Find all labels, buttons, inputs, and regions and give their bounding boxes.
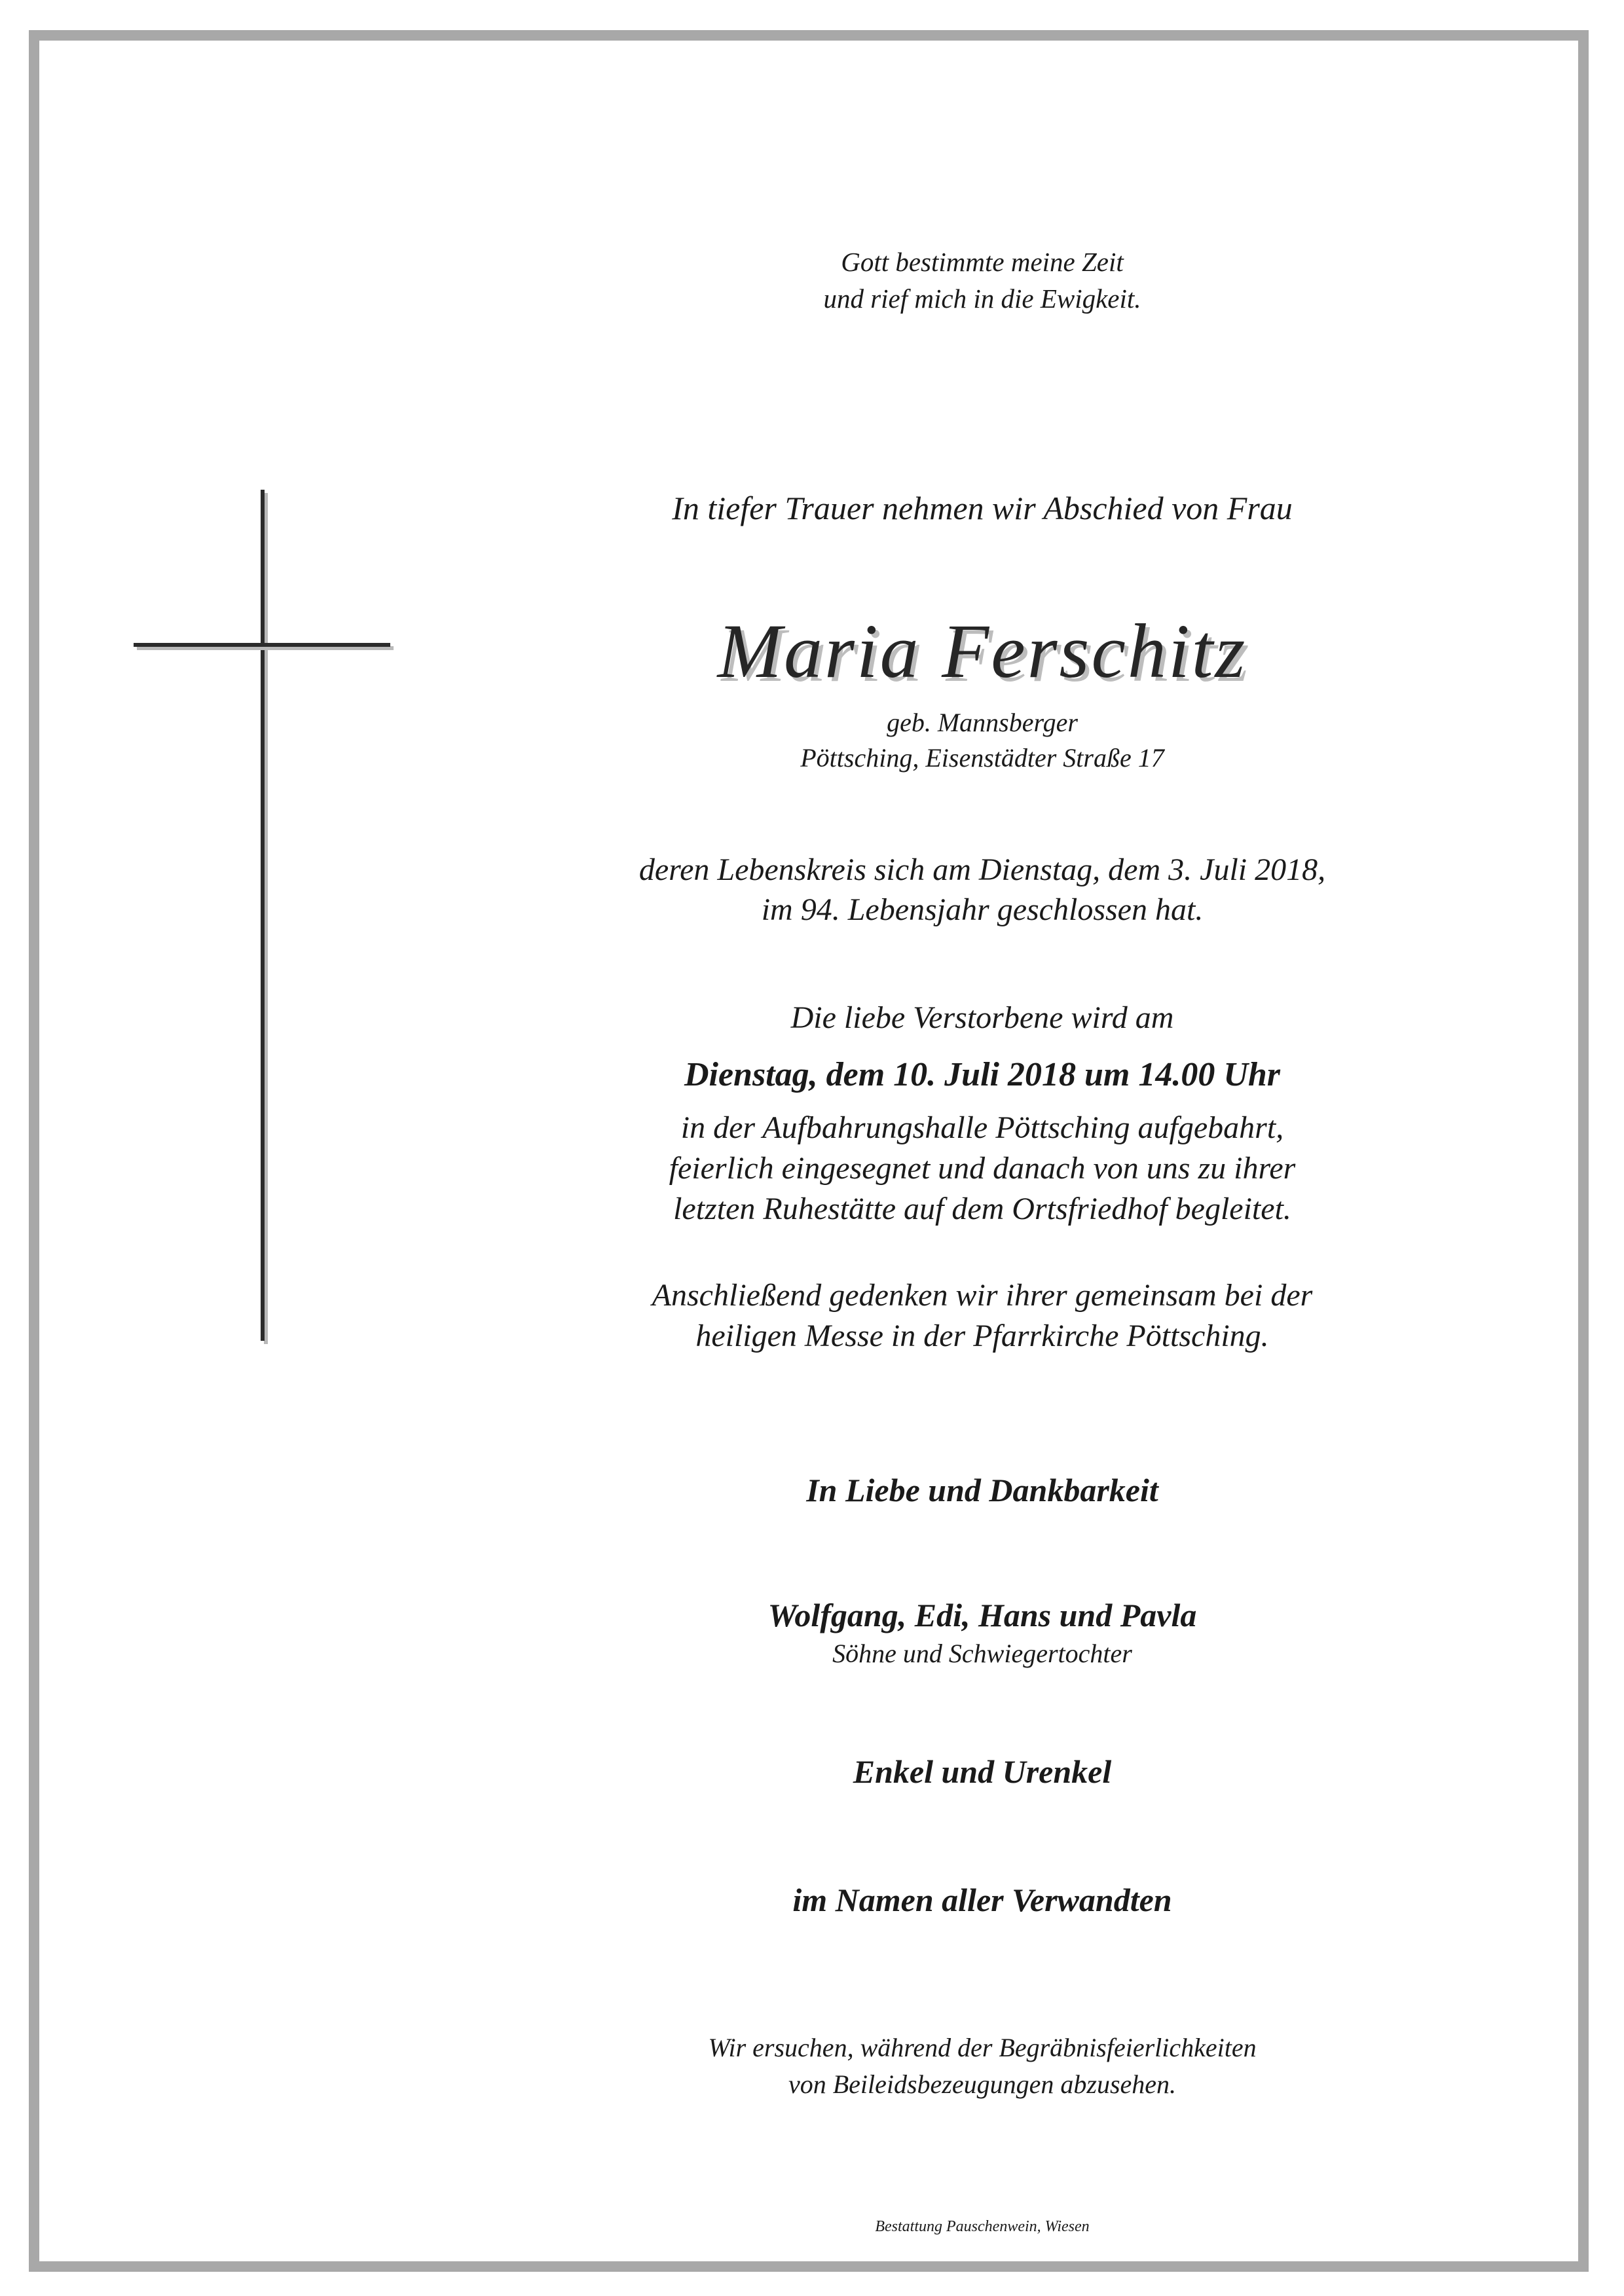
funeral-date: Dienstag, dem 10. Juli 2018 um 14.00 Uhr — [684, 1056, 1281, 1093]
mass-line: heiligen Messe in der Pfarrkirche Pöttsching. — [695, 1319, 1269, 1353]
request-line: von Beileidsbezeugungen abzusehen. — [788, 2069, 1177, 2099]
mass-text — [524, 1275, 1441, 1357]
deceased-name: Maria Ferschitz — [717, 608, 1247, 694]
cross-icon-horizontal-beam — [134, 643, 390, 647]
condolence-request — [524, 2030, 1441, 2103]
mourners-grandchildren: Enkel und Urenkel — [853, 1753, 1112, 1790]
mourners-sons: Wolfgang, Edi, Hans und Pavla — [767, 1597, 1197, 1633]
passing-line: deren Lebenskreis sich am Dienstag, dem 3. Juli 2018, — [638, 852, 1326, 887]
address: Pöttsching, Eisenstädter Straße 17 — [800, 743, 1164, 773]
motto-verse — [524, 244, 1441, 317]
mourners-relatives: im Namen aller Verwandten — [792, 1882, 1172, 1918]
funeral-line: feierlich eingesegnet und danach von uns zu ihrer — [669, 1151, 1296, 1186]
passing-line: im 94. Lebensjahr geschlossen hat. — [761, 892, 1204, 927]
mass-line: Anschließend gedenken wir ihrer gemeinsam bei der — [652, 1278, 1313, 1313]
cross-icon-vertical-beam — [261, 490, 265, 1341]
funeral-intro: Die liebe Verstorbene wird am — [790, 1000, 1174, 1035]
closing-phrase: In Liebe und Dankbarkeit — [806, 1472, 1158, 1508]
undertaker-footer: Bestattung Pauschenwein, Wiesen — [875, 2218, 1090, 2235]
motto-line: Gott bestimmte meine Zeit — [841, 247, 1124, 277]
funeral-line: letzten Ruhestätte auf dem Ortsfriedhof begleitet. — [673, 1192, 1291, 1226]
motto-line: und rief mich in die Ewigkeit. — [823, 283, 1141, 314]
funeral-text — [524, 1108, 1441, 1230]
mourners-relation: Söhne und Schwiegertochter — [832, 1639, 1132, 1668]
intro-text: In tiefer Trauer nehmen wir Abschied von Frau — [672, 490, 1293, 526]
funeral-line: in der Aufbahrungshalle Pöttsching aufgebahrt, — [680, 1110, 1284, 1145]
request-line: Wir ersuchen, während der Begräbnisfeierlichkeiten — [708, 2033, 1257, 2062]
birth-name: geb. Mannsberger — [887, 708, 1078, 737]
